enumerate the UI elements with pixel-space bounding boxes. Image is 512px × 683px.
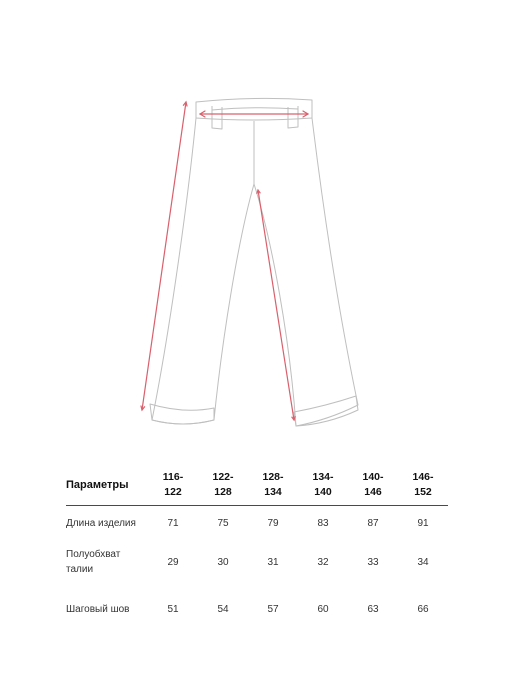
size-146-152-heading: 146- 152 (398, 465, 448, 506)
row-label: Шаговый шов (66, 603, 130, 615)
row-label: Полуобхват талии (66, 549, 121, 575)
table-cell: 29 (167, 556, 179, 568)
size-128-134-heading: 128- 134 (248, 465, 298, 506)
table-cell: 63 (367, 603, 379, 615)
inseam-arrow (257, 190, 295, 420)
left-leg-outline (152, 118, 254, 424)
size-table (66, 465, 448, 634)
table-cell: 83 (317, 517, 329, 529)
table-cell: 57 (267, 603, 279, 615)
table-row-waist (66, 540, 448, 584)
size-134-140-heading: 134- 140 (298, 465, 348, 506)
table-cell: 79 (267, 517, 279, 529)
table-cell: 32 (317, 556, 329, 568)
table-cell: 34 (417, 556, 429, 568)
size-116-122-heading: 116- 122 (148, 465, 198, 506)
parameters-heading: Параметры (66, 465, 148, 506)
right-leg-outline (254, 118, 358, 426)
table-cell: 54 (217, 603, 229, 615)
table-header-row (66, 465, 448, 506)
waist-arrow (200, 111, 308, 117)
size-140-146-heading: 140- 146 (348, 465, 398, 506)
table-cell: 75 (217, 517, 229, 529)
size-122-128-heading: 122- 128 (198, 465, 248, 506)
table-cell: 66 (417, 603, 429, 615)
table-cell: 60 (317, 603, 329, 615)
right-cuff (294, 396, 358, 426)
pants-outline (150, 98, 358, 426)
table-cell: 31 (267, 556, 279, 568)
table-cell: 51 (167, 603, 179, 615)
left-cuff (150, 404, 214, 424)
waistband-inner-line (212, 108, 298, 110)
table-cell: 91 (417, 517, 429, 529)
length-arrow (141, 102, 187, 410)
table-cell: 30 (217, 556, 229, 568)
measurement-arrows (141, 102, 308, 420)
table-row-length (66, 506, 448, 541)
row-label: Длина изделия (66, 517, 136, 529)
table-cell: 71 (167, 517, 179, 529)
table-cell: 87 (367, 517, 379, 529)
table-cell: 33 (367, 556, 379, 568)
table-row-inseam (66, 584, 448, 634)
